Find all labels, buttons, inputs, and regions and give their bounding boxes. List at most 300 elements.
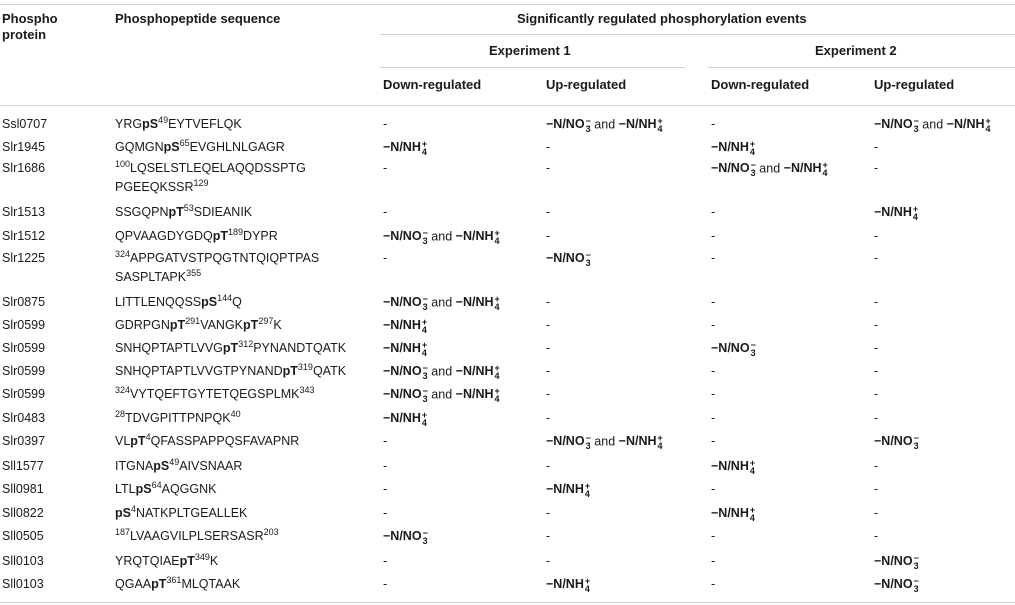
ion-charge: + — [584, 481, 591, 491]
ion-base: −N/NH — [618, 117, 657, 132]
regulation-cell-e2d: - — [711, 318, 716, 332]
regulation-cell-e1u — [546, 577, 590, 593]
regulation-cell-e2u: - — [874, 251, 879, 265]
ion-charge-stack — [750, 140, 755, 156]
regulation-cell-e2d — [711, 506, 755, 522]
residue-number: 324 — [115, 384, 131, 395]
sequence-cell — [115, 248, 320, 265]
ion-subscript: 4 — [421, 147, 427, 157]
sequence-text: QGAA — [115, 577, 152, 591]
group-rule — [380, 34, 1015, 35]
ion-charge: + — [421, 340, 428, 350]
ion-base: −N/NH — [455, 229, 494, 244]
sequence-text: VYTQEFTGYTETQEGSPLMK — [130, 387, 300, 401]
protein-cell: Sll0103 — [2, 554, 44, 568]
phospho-site: pT — [179, 554, 195, 568]
regulation-cell-e2u: - — [874, 364, 879, 378]
protein-cell: Sll0981 — [2, 482, 44, 496]
ion-subscript: 3 — [585, 124, 591, 134]
regulation-cell-e1d: - — [383, 459, 388, 473]
header-experiment-1: Experiment 1 — [489, 43, 571, 58]
sequence-cell — [115, 551, 219, 568]
regulation-cell-e1d: - — [383, 506, 388, 520]
header-protein-line1: Phospho — [2, 11, 58, 26]
n-nh4-label — [618, 116, 663, 134]
regulation-cell-e2u: - — [874, 140, 879, 154]
phospho-site: pS — [153, 459, 170, 473]
ion-subscript: 4 — [494, 371, 500, 381]
ion-subscript: 4 — [985, 124, 991, 134]
regulation-cell-e1u: - — [546, 161, 551, 175]
ion-charge-stack — [422, 341, 427, 357]
sequence-text: SSGQPN — [115, 205, 169, 219]
regulation-cell-e1u: - — [546, 364, 551, 378]
ion-charge: + — [421, 139, 428, 149]
ion-charge: + — [494, 386, 500, 396]
n-no3-label — [546, 116, 591, 134]
sequence-text: GQMGN — [115, 140, 164, 154]
residue-number: 349 — [194, 551, 210, 562]
n-nh4-label — [383, 340, 428, 358]
phospho-site: pS — [135, 482, 152, 496]
residue-number: 40 — [230, 408, 241, 419]
ion-subscript: 3 — [750, 168, 756, 178]
protein-cell: Slr1225 — [2, 251, 46, 265]
regulation-cell-e1d: - — [383, 554, 388, 568]
regulation-cell-e1d: - — [383, 117, 388, 131]
ion-subscript: 4 — [494, 236, 500, 246]
residue-number: 4 — [130, 503, 136, 514]
regulation-cell-e2u: - — [874, 318, 879, 332]
sequence-text: PYNANDTQATK — [253, 341, 347, 355]
phospho-site: pT — [282, 364, 298, 378]
n-nh4-label — [711, 505, 756, 523]
ion-subscript: 4 — [749, 466, 755, 476]
ion-base: −N/NO — [874, 434, 913, 449]
ion-charge: + — [421, 317, 428, 327]
sequence-cell — [115, 292, 242, 309]
phospho-site: pT — [151, 577, 167, 591]
sequence-cell — [115, 456, 243, 473]
ion-base: −N/NH — [711, 459, 749, 474]
protein-cell: Sll0822 — [2, 506, 44, 520]
phospho-site: pT — [222, 341, 239, 355]
and-text: and — [427, 387, 456, 402]
regulation-cell-e2d: - — [711, 434, 716, 448]
n-no3-label — [874, 433, 919, 451]
ion-base: −N/NH — [874, 205, 912, 220]
ion-subscript: 4 — [912, 212, 918, 222]
ion-charge: + — [749, 458, 756, 468]
regulation-cell-e2d: - — [711, 482, 716, 496]
regulation-cell-e1u: - — [546, 318, 551, 332]
ion-base: −N/NH — [455, 295, 494, 310]
ion-charge-stack — [658, 117, 663, 133]
exp1-rule — [380, 67, 685, 68]
regulation-cell-e1u: - — [546, 459, 551, 473]
ion-charge-stack — [585, 577, 590, 593]
n-no3-label — [383, 386, 428, 404]
residue-number: 189 — [228, 226, 244, 237]
sequence-cell-line2 — [115, 267, 202, 284]
ion-subscript: 4 — [494, 394, 500, 404]
ion-base: −N/NH — [711, 140, 749, 155]
sequence-text: SDIEANIK — [193, 205, 253, 219]
regulation-cell-e1d: - — [383, 161, 388, 175]
regulation-cell-e1u: - — [546, 205, 551, 219]
sequence-text: VL — [115, 434, 131, 448]
regulation-cell-e1d — [383, 341, 427, 357]
protein-cell: Slr1512 — [2, 229, 46, 243]
regulation-cell-e1u: - — [546, 411, 551, 425]
sequence-cell — [115, 503, 248, 520]
protein-cell: Sll0505 — [2, 529, 44, 543]
regulation-cell-e2u: - — [874, 459, 879, 473]
residue-number: 49 — [169, 456, 180, 467]
ion-charge: + — [421, 410, 428, 420]
ion-base: −N/NH — [455, 364, 494, 379]
sequence-text: LVAAGVILPLSERSASR — [130, 529, 264, 543]
sequence-text: SNHQPTAPTLVVG — [115, 341, 223, 355]
n-no3-label — [383, 228, 428, 246]
regulation-cell-e2d: - — [711, 295, 716, 309]
n-nh4-label — [383, 317, 428, 335]
residue-number: 100 — [115, 158, 131, 169]
sequence-text: DYPR — [243, 229, 278, 243]
regulation-cell-e2d: - — [711, 529, 716, 543]
residue-number: 319 — [297, 361, 313, 372]
ion-charge-stack — [586, 251, 591, 267]
top-rule — [0, 4, 1015, 5]
ion-charge: − — [913, 433, 919, 443]
ion-charge-stack — [422, 140, 427, 156]
n-no3-label — [874, 116, 919, 134]
header-experiment-2: Experiment 2 — [815, 43, 897, 58]
ion-subscript: 3 — [913, 124, 919, 134]
sequence-text: TDVGPITTPNPQK — [125, 411, 231, 425]
n-nh4-label — [546, 481, 591, 499]
sequence-cell — [115, 114, 242, 131]
ion-subscript: 4 — [584, 584, 590, 594]
sequence-cell — [115, 526, 279, 543]
residue-number: 53 — [183, 202, 194, 213]
sequence-cell — [115, 574, 241, 591]
ion-charge: + — [494, 228, 500, 238]
sequence-text: SNHQPTAPTLVVGTPYNAND — [115, 364, 283, 378]
regulation-cell-e2d — [711, 459, 755, 475]
sequence-cell — [115, 479, 217, 496]
ion-base: −N/NO — [874, 117, 913, 132]
regulation-cell-e1u — [546, 251, 591, 267]
header-bottom-rule — [0, 105, 1015, 106]
n-no3-label — [874, 553, 919, 571]
and-text: and — [427, 364, 456, 379]
header-exp1-down: Down-regulated — [383, 77, 482, 92]
sequence-text: NATKPLTGEALLEK — [136, 506, 248, 520]
protein-cell: Slr0599 — [2, 341, 46, 355]
regulation-cell-e2d: - — [711, 364, 716, 378]
ion-base: −N/NH — [383, 411, 421, 426]
ion-charge-stack — [986, 117, 991, 133]
sequence-text: VANGK — [200, 318, 244, 332]
sequence-cell — [115, 315, 282, 332]
ion-charge: − — [913, 553, 919, 563]
regulation-cell-e1u: - — [546, 387, 551, 401]
regulation-cell-e2u — [874, 577, 919, 593]
sequence-text: PGEEQKSSR — [115, 180, 194, 194]
n-nh4-label — [783, 160, 828, 178]
sequence-cell — [115, 338, 347, 355]
phospho-site: pT — [243, 318, 259, 332]
phospho-site: pT — [169, 318, 186, 332]
n-nh4-label — [455, 228, 500, 246]
regulation-cell-e1d: - — [383, 434, 388, 448]
sequence-cell — [115, 361, 347, 378]
ion-base: −N/NH — [383, 341, 421, 356]
phospho-site: pT — [168, 205, 184, 219]
ion-base: −N/NO — [383, 229, 422, 244]
regulation-cell-e2d: - — [711, 229, 716, 243]
regulation-cell-e1u — [546, 434, 663, 450]
ion-subscript: 4 — [584, 489, 590, 499]
residue-number: 361 — [166, 574, 182, 585]
ion-base: −N/NO — [383, 364, 422, 379]
phospho-site: pS — [115, 506, 131, 520]
regulation-cell-e2d: - — [711, 577, 716, 591]
n-nh4-label — [383, 410, 428, 428]
header-protein-line2: protein — [2, 27, 47, 42]
ion-charge: − — [913, 116, 919, 126]
protein-cell: Slr0483 — [2, 411, 46, 425]
ion-charge: + — [749, 139, 756, 149]
regulation-cell-e2d: - — [711, 554, 716, 568]
ion-subscript: 4 — [657, 124, 663, 134]
ion-charge-stack — [914, 434, 919, 450]
ion-subscript: 4 — [421, 418, 427, 428]
n-no3-label — [383, 294, 428, 312]
n-nh4-label — [546, 576, 591, 594]
ion-subscript: 4 — [494, 302, 500, 312]
sequence-cell — [115, 384, 315, 401]
ion-charge: + — [657, 116, 663, 126]
ion-base: −N/NH — [711, 506, 749, 521]
ion-charge: − — [585, 433, 591, 443]
regulation-cell-e1d — [383, 364, 500, 380]
ion-base: −N/NH — [546, 577, 584, 592]
sequence-cell — [115, 431, 300, 448]
regulation-cell-e2d: - — [711, 251, 716, 265]
regulation-cell-e1d: - — [383, 577, 388, 591]
ion-charge: + — [584, 576, 591, 586]
regulation-cell-e2d: - — [711, 387, 716, 401]
ion-subscript: 3 — [422, 394, 428, 404]
ion-subscript: 4 — [822, 168, 828, 178]
sequence-cell — [115, 158, 306, 175]
ion-charge-stack — [914, 577, 919, 593]
sequence-text: EVGHLNLGAGR — [189, 140, 285, 154]
regulation-cell-e2u — [874, 205, 918, 221]
ion-base: −N/NO — [546, 434, 585, 449]
ion-base: −N/NO — [383, 529, 422, 544]
regulation-cell-e1u: - — [546, 506, 551, 520]
regulation-cell-e1u: - — [546, 295, 551, 309]
sequence-text: K — [273, 318, 282, 332]
n-nh4-label — [711, 458, 756, 476]
n-nh4-label — [455, 294, 500, 312]
ion-charge: − — [913, 576, 919, 586]
sequence-text: YRG — [115, 117, 143, 131]
protein-cell: Slr1686 — [2, 161, 46, 175]
ion-base: −N/NH — [546, 482, 584, 497]
n-no3-label — [711, 160, 756, 178]
residue-number: 291 — [185, 315, 201, 326]
regulation-cell-e2u — [874, 434, 919, 450]
ion-base: −N/NH — [946, 117, 985, 132]
regulation-cell-e2u: - — [874, 161, 879, 175]
residue-number: 4 — [145, 431, 151, 442]
header-exp2-up: Up-regulated — [874, 77, 955, 92]
protein-cell: Slr0599 — [2, 318, 46, 332]
ion-subscript: 3 — [913, 584, 919, 594]
ion-subscript: 3 — [585, 258, 591, 268]
n-no3-label — [383, 528, 428, 546]
residue-number: 355 — [186, 267, 202, 278]
sequence-text: K — [209, 554, 219, 568]
regulation-cell-e1d: - — [383, 205, 388, 219]
ion-base: −N/NH — [383, 140, 421, 155]
n-nh4-label — [455, 363, 500, 381]
regulation-cell-e2d — [711, 161, 828, 177]
regulation-cell-e2d: - — [711, 411, 716, 425]
protein-cell: Slr0599 — [2, 387, 46, 401]
ion-charge: + — [749, 505, 756, 515]
ion-charge: − — [422, 294, 428, 304]
sequence-text: SASPLTAPK — [115, 270, 187, 284]
regulation-cell-e2u: - — [874, 411, 879, 425]
ion-charge-stack — [495, 387, 500, 403]
sequence-text: QFASSPAPPQSFAVAPNR — [150, 434, 300, 448]
header-regulation-group: Significantly regulated phosphorylation events — [517, 11, 807, 26]
regulation-cell-e1u — [546, 482, 590, 498]
protein-cell: Slr0599 — [2, 364, 46, 378]
ion-subscript: 3 — [913, 561, 919, 571]
and-text: and — [590, 434, 619, 449]
phospho-site: pT — [130, 434, 146, 448]
sequence-cell — [115, 137, 285, 154]
sequence-cell — [115, 202, 253, 219]
ion-charge-stack — [751, 341, 756, 357]
ion-charge: + — [657, 433, 663, 443]
regulation-cell-e1u — [546, 117, 663, 133]
protein-cell: Slr0875 — [2, 295, 46, 309]
ion-charge: − — [422, 386, 428, 396]
header-exp1-up: Up-regulated — [546, 77, 627, 92]
ion-charge-stack — [495, 229, 500, 245]
regulation-cell-e2d: - — [711, 205, 716, 219]
sequence-text: LQSELSTLEQELAQQDSSPTG — [130, 161, 306, 175]
sequence-text: QPVAAGDYGDQ — [115, 229, 213, 243]
regulation-cell-e2u: - — [874, 387, 879, 401]
and-text: and — [427, 229, 456, 244]
regulation-cell-e2u: - — [874, 506, 879, 520]
ion-charge: + — [494, 294, 500, 304]
n-no3-label — [546, 433, 591, 451]
residue-number: 49 — [158, 114, 169, 125]
protein-cell: Slr0397 — [2, 434, 46, 448]
regulation-cell-e1u: - — [546, 140, 551, 154]
ion-base: −N/NO — [711, 341, 750, 356]
and-text: and — [755, 161, 784, 176]
ion-charge: − — [585, 116, 591, 126]
regulation-cell-e1d: - — [383, 482, 388, 496]
sequence-text: MLQTAAK — [181, 577, 241, 591]
n-no3-label — [711, 340, 756, 358]
residue-number: 129 — [193, 177, 209, 188]
protein-cell: Sll1577 — [2, 459, 44, 473]
regulation-cell-e2d — [711, 341, 756, 357]
ion-base: −N/NO — [383, 387, 422, 402]
ion-charge: + — [985, 116, 991, 126]
ion-charge: − — [585, 250, 591, 260]
residue-number: 312 — [238, 338, 254, 349]
ion-subscript: 3 — [422, 302, 428, 312]
regulation-cell-e1u: - — [546, 341, 551, 355]
protein-cell: Slr1513 — [2, 205, 46, 219]
ion-base: −N/NH — [383, 318, 421, 333]
residue-number: 324 — [115, 248, 131, 259]
sequence-cell — [115, 226, 278, 243]
ion-charge-stack — [422, 411, 427, 427]
ion-base: −N/NO — [383, 295, 422, 310]
regulation-cell-e2u: - — [874, 229, 879, 243]
residue-number: 65 — [179, 137, 190, 148]
bottom-rule — [0, 602, 1015, 603]
ion-charge-stack — [823, 161, 828, 177]
ion-base: −N/NO — [546, 117, 585, 132]
regulation-cell-e1d — [383, 140, 427, 156]
regulation-cell-e1d — [383, 529, 428, 545]
sequence-cell-line2 — [115, 177, 209, 194]
n-nh4-label — [874, 204, 919, 222]
phospho-site: pS — [163, 140, 180, 154]
and-text: and — [427, 295, 456, 310]
exp2-rule — [708, 67, 1015, 68]
ion-charge: − — [750, 160, 756, 170]
regulation-cell-e2d: - — [711, 117, 716, 131]
phospho-site: pT — [212, 229, 228, 243]
n-nh4-label — [383, 139, 428, 157]
ion-subscript: 4 — [657, 441, 663, 451]
ion-charge: − — [422, 228, 428, 238]
sequence-text: APPGATVSTPQGTNTQIQPTPAS — [130, 251, 320, 265]
ion-charge-stack — [495, 364, 500, 380]
regulation-cell-e1d — [383, 229, 500, 245]
residue-number: 28 — [115, 408, 126, 419]
sequence-text: Q — [232, 295, 242, 309]
sequence-cell — [115, 408, 241, 425]
n-no3-label — [383, 363, 428, 381]
regulation-cell-e2u — [874, 117, 991, 133]
header-exp2-down: Down-regulated — [711, 77, 810, 92]
regulation-cell-e2u: - — [874, 529, 879, 543]
ion-charge-stack — [585, 482, 590, 498]
ion-base: −N/NH — [455, 387, 494, 402]
regulation-cell-e1d — [383, 411, 427, 427]
sequence-text: YRQTQIAE — [115, 554, 180, 568]
ion-charge-stack — [750, 459, 755, 475]
residue-number: 144 — [217, 292, 233, 303]
ion-base: −N/NO — [874, 577, 913, 592]
